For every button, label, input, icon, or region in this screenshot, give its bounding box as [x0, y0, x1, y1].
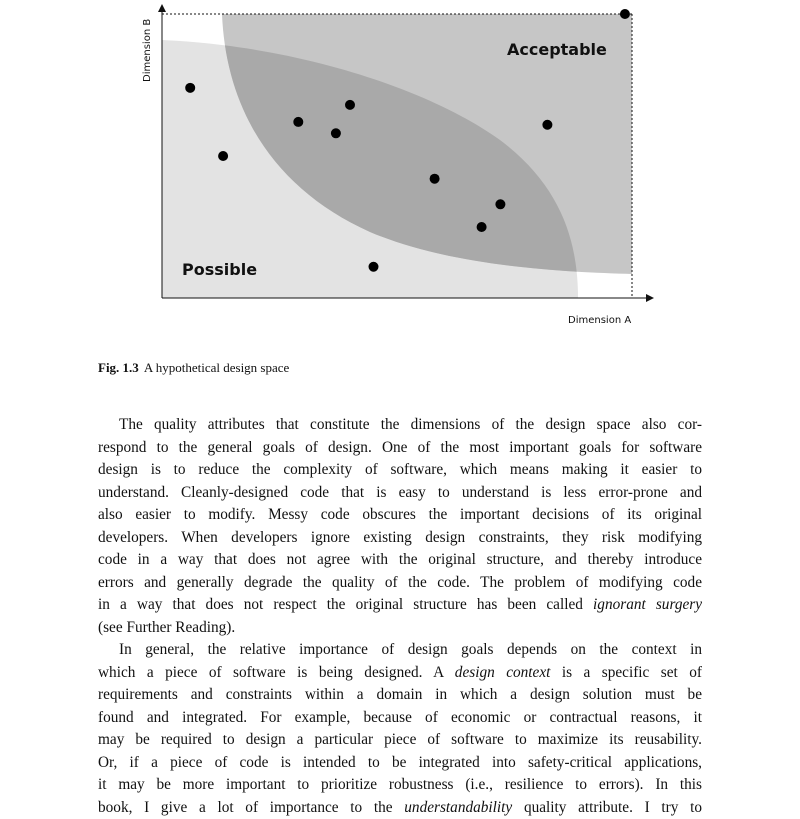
text-line: respond to the general goals of design. One of the most important goals for software: [98, 437, 702, 460]
text-line: Or, if a piece of code is intended to be integrated into safety-critical applications,: [98, 752, 702, 775]
design-space-figure: [0, 0, 800, 340]
text-line: [98, 662, 702, 685]
emphasis: ignorant surgery: [593, 596, 702, 613]
design-point: [477, 222, 487, 232]
text-line: understand. Cleanly-designed code that is easy to understand is less error-prone and: [98, 482, 702, 505]
design-point: [369, 262, 379, 272]
body-text: [98, 414, 702, 819]
emphasis: design context: [455, 664, 551, 681]
possible-label: Possible: [182, 260, 257, 279]
paragraph-1: [98, 414, 702, 639]
text-line: it may be more important to prioritize robustness (i.e., resilience to errors). In this: [98, 774, 702, 797]
text-line: [98, 594, 702, 617]
design-point: [185, 83, 195, 93]
text-line: design is to reduce the complexity of software, which means making it easier to: [98, 459, 702, 482]
design-point: [495, 199, 505, 209]
text-line: also easier to modify. Messy code obscures the important decisions of its original: [98, 504, 702, 527]
design-point: [430, 174, 440, 184]
text-span: is a specific set of: [562, 664, 702, 681]
paragraph-2: [98, 639, 702, 819]
text-line: In general, the relative importance of design goals depends on the context in: [98, 639, 702, 662]
text-span: book, I give a lot of importance to the: [98, 799, 393, 816]
text-line: (see Further Reading).: [98, 617, 702, 640]
text-span: quality attribute. I try to: [524, 799, 702, 816]
design-point: [293, 117, 303, 127]
design-point: [620, 9, 630, 19]
design-point: [345, 100, 355, 110]
text-line: code in a way that does not agree with the original structure, and thereby introduce: [98, 549, 702, 572]
text-line: The quality attributes that constitute the dimensions of the design space also cor-: [98, 414, 702, 437]
text-span: in a way that does not respect the original structure has been called: [98, 596, 583, 613]
text-line: found and integrated. For example, because of economic or contractual reasons, it: [98, 707, 702, 730]
x-axis-label: Dimension A: [568, 315, 631, 326]
figure-caption-text: A hypothetical design space: [144, 360, 290, 375]
y-axis-label: Dimension B: [142, 19, 153, 82]
acceptable-label: Acceptable: [507, 40, 607, 59]
design-point: [331, 128, 341, 138]
figure-number: Fig. 1.3: [98, 360, 139, 375]
text-span: which a piece of software is being designed. A: [98, 664, 443, 681]
text-line: errors and generally degrade the quality of the code. The problem of modifying code: [98, 572, 702, 595]
emphasis: understandability: [404, 799, 512, 816]
design-point: [542, 120, 552, 130]
text-line: developers. When developers ignore existing design constraints, they risk modifying: [98, 527, 702, 550]
text-line: may be required to design a particular piece of software to maximize its reusability.: [98, 729, 702, 752]
text-line: requirements and constraints within a domain in which a design solution must be: [98, 684, 702, 707]
figure-caption: [98, 360, 289, 376]
design-point: [218, 151, 228, 161]
